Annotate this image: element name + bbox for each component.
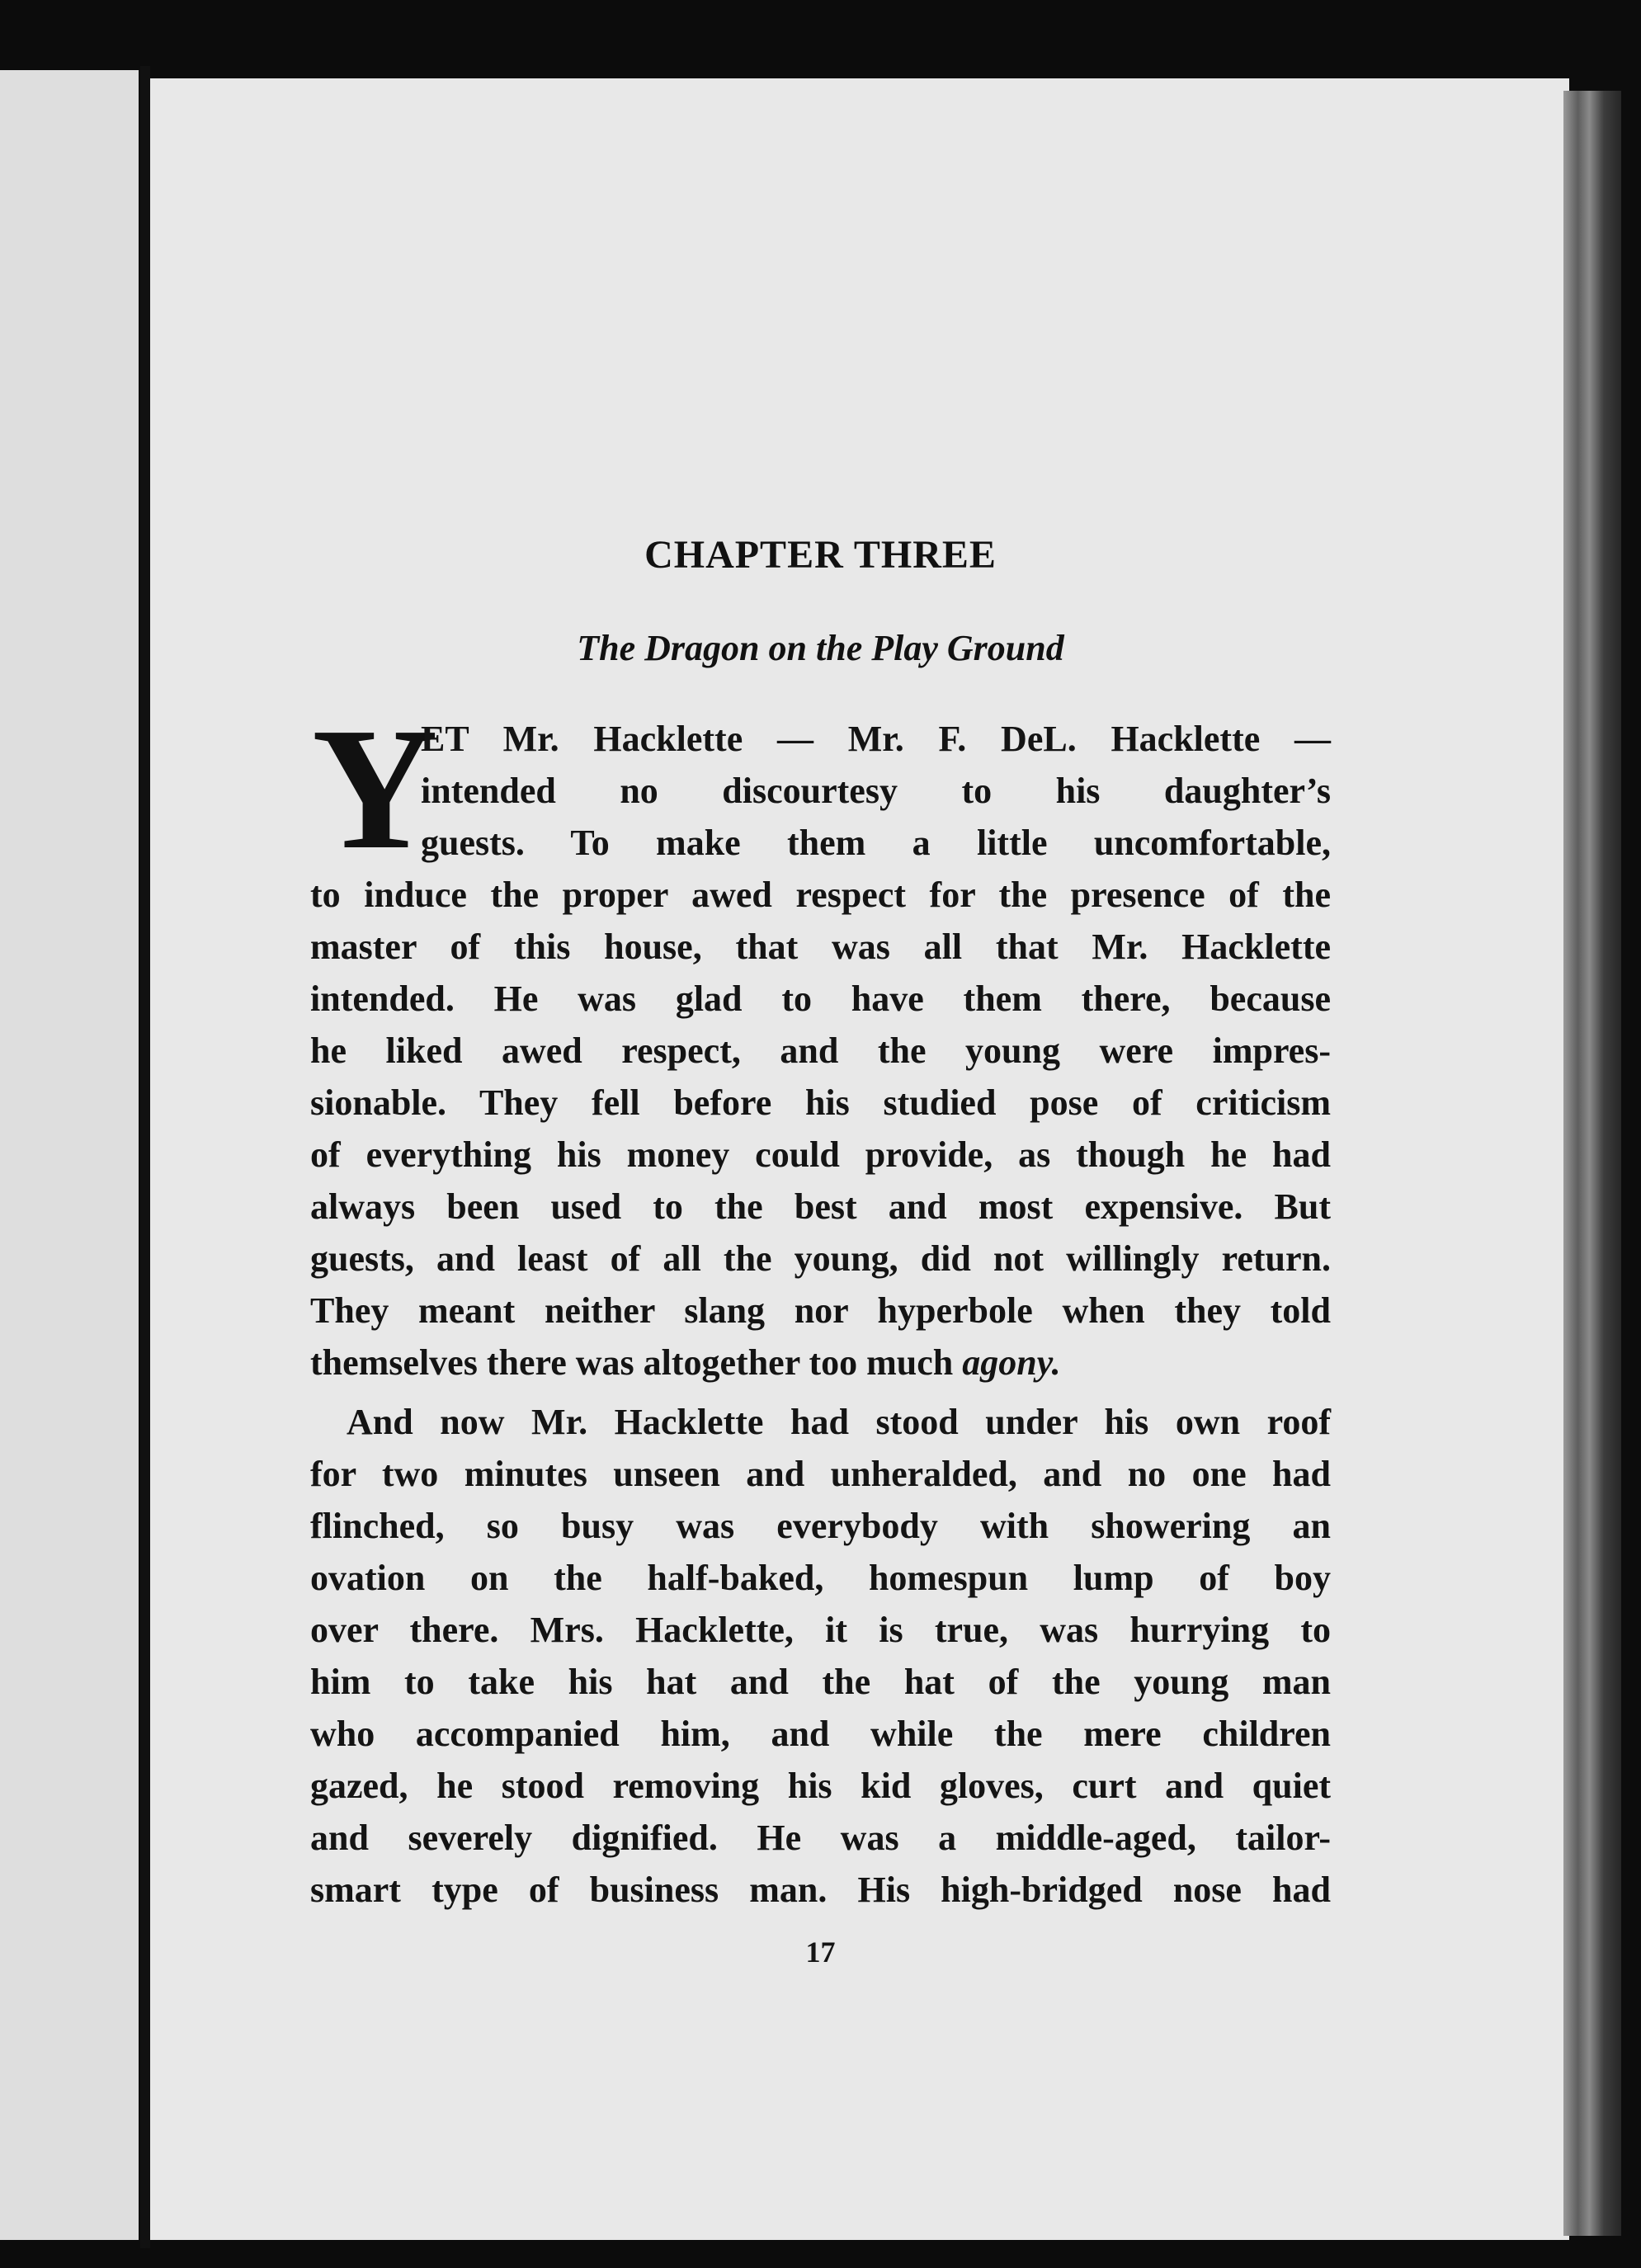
italic-word: agony. bbox=[962, 1342, 1061, 1383]
paragraph-2-line: for two minutes unseen and unheralded, and no one had bbox=[310, 1454, 1331, 1494]
paragraph-2-line: who accompanied him, and while the mere children bbox=[310, 1714, 1331, 1754]
page-number: 17 bbox=[805, 1936, 836, 1969]
chapter-subtitle: The Dragon on the Play Ground bbox=[577, 628, 1064, 668]
chapter-title: CHAPTER THREE bbox=[644, 533, 997, 577]
paragraph-1-line: intended. He was glad to have them there, because bbox=[310, 978, 1331, 1019]
paragraph-2-line: and severely dignified. He was a middle-aged, tailor- bbox=[310, 1818, 1331, 1858]
paragraph-1-line: intended no discourtesy to his daughter’s bbox=[421, 771, 1331, 811]
paragraph-2-line: ovation on the half-baked, homespun lump of boy bbox=[310, 1558, 1331, 1598]
drop-cap: Y bbox=[312, 691, 439, 885]
paragraph-1-last-text: themselves there was altogether too much bbox=[310, 1342, 954, 1383]
book-gutter bbox=[140, 66, 150, 2248]
previous-page-edge bbox=[0, 70, 139, 2240]
paragraph-1-line: They meant neither slang nor hyperbole when they told bbox=[310, 1290, 1331, 1331]
paragraph-2-line: gazed, he stood removing his kid gloves, curt and quiet bbox=[310, 1766, 1331, 1806]
paragraph-2-line: over there. Mrs. Hacklette, it is true, was hurrying to bbox=[310, 1610, 1331, 1650]
page-stack-edge bbox=[1563, 91, 1621, 2236]
paragraph-1-line: guests, and least of all the young, did not willingly return. bbox=[310, 1238, 1331, 1279]
paragraph-1-line: guests. To make them a little uncomfortable, bbox=[421, 823, 1331, 863]
paragraph-1-line: sionable. They fell before his studied pose of criticism bbox=[310, 1082, 1331, 1123]
paragraph-2-line: smart type of business man. His high-bridged nose had bbox=[310, 1870, 1331, 1910]
paragraph-1-line: always been used to the best and most expensive. But bbox=[310, 1186, 1331, 1227]
paragraph-1-line: he liked awed respect, and the young were impres- bbox=[310, 1030, 1331, 1071]
paragraph-1-line: to induce the proper awed respect for the presence of the bbox=[310, 875, 1331, 915]
paragraph-1-last-line bbox=[310, 1341, 1331, 1384]
paragraph-1-line: of everything his money could provide, as though he had bbox=[310, 1134, 1331, 1175]
paragraph-1-line: master of this house, that was all that Mr. Hacklette bbox=[310, 927, 1331, 967]
paragraph-2-line: him to take his hat and the hat of the young man bbox=[310, 1662, 1331, 1702]
paragraph-2-line: flinched, so busy was everybody with showering an bbox=[310, 1506, 1331, 1546]
paragraph-1-line: ET Mr. Hacklette — Mr. F. DeL. Hacklette — bbox=[421, 719, 1331, 759]
paragraph-2-line: And now Mr. Hacklette had stood under his own roof bbox=[347, 1402, 1331, 1442]
